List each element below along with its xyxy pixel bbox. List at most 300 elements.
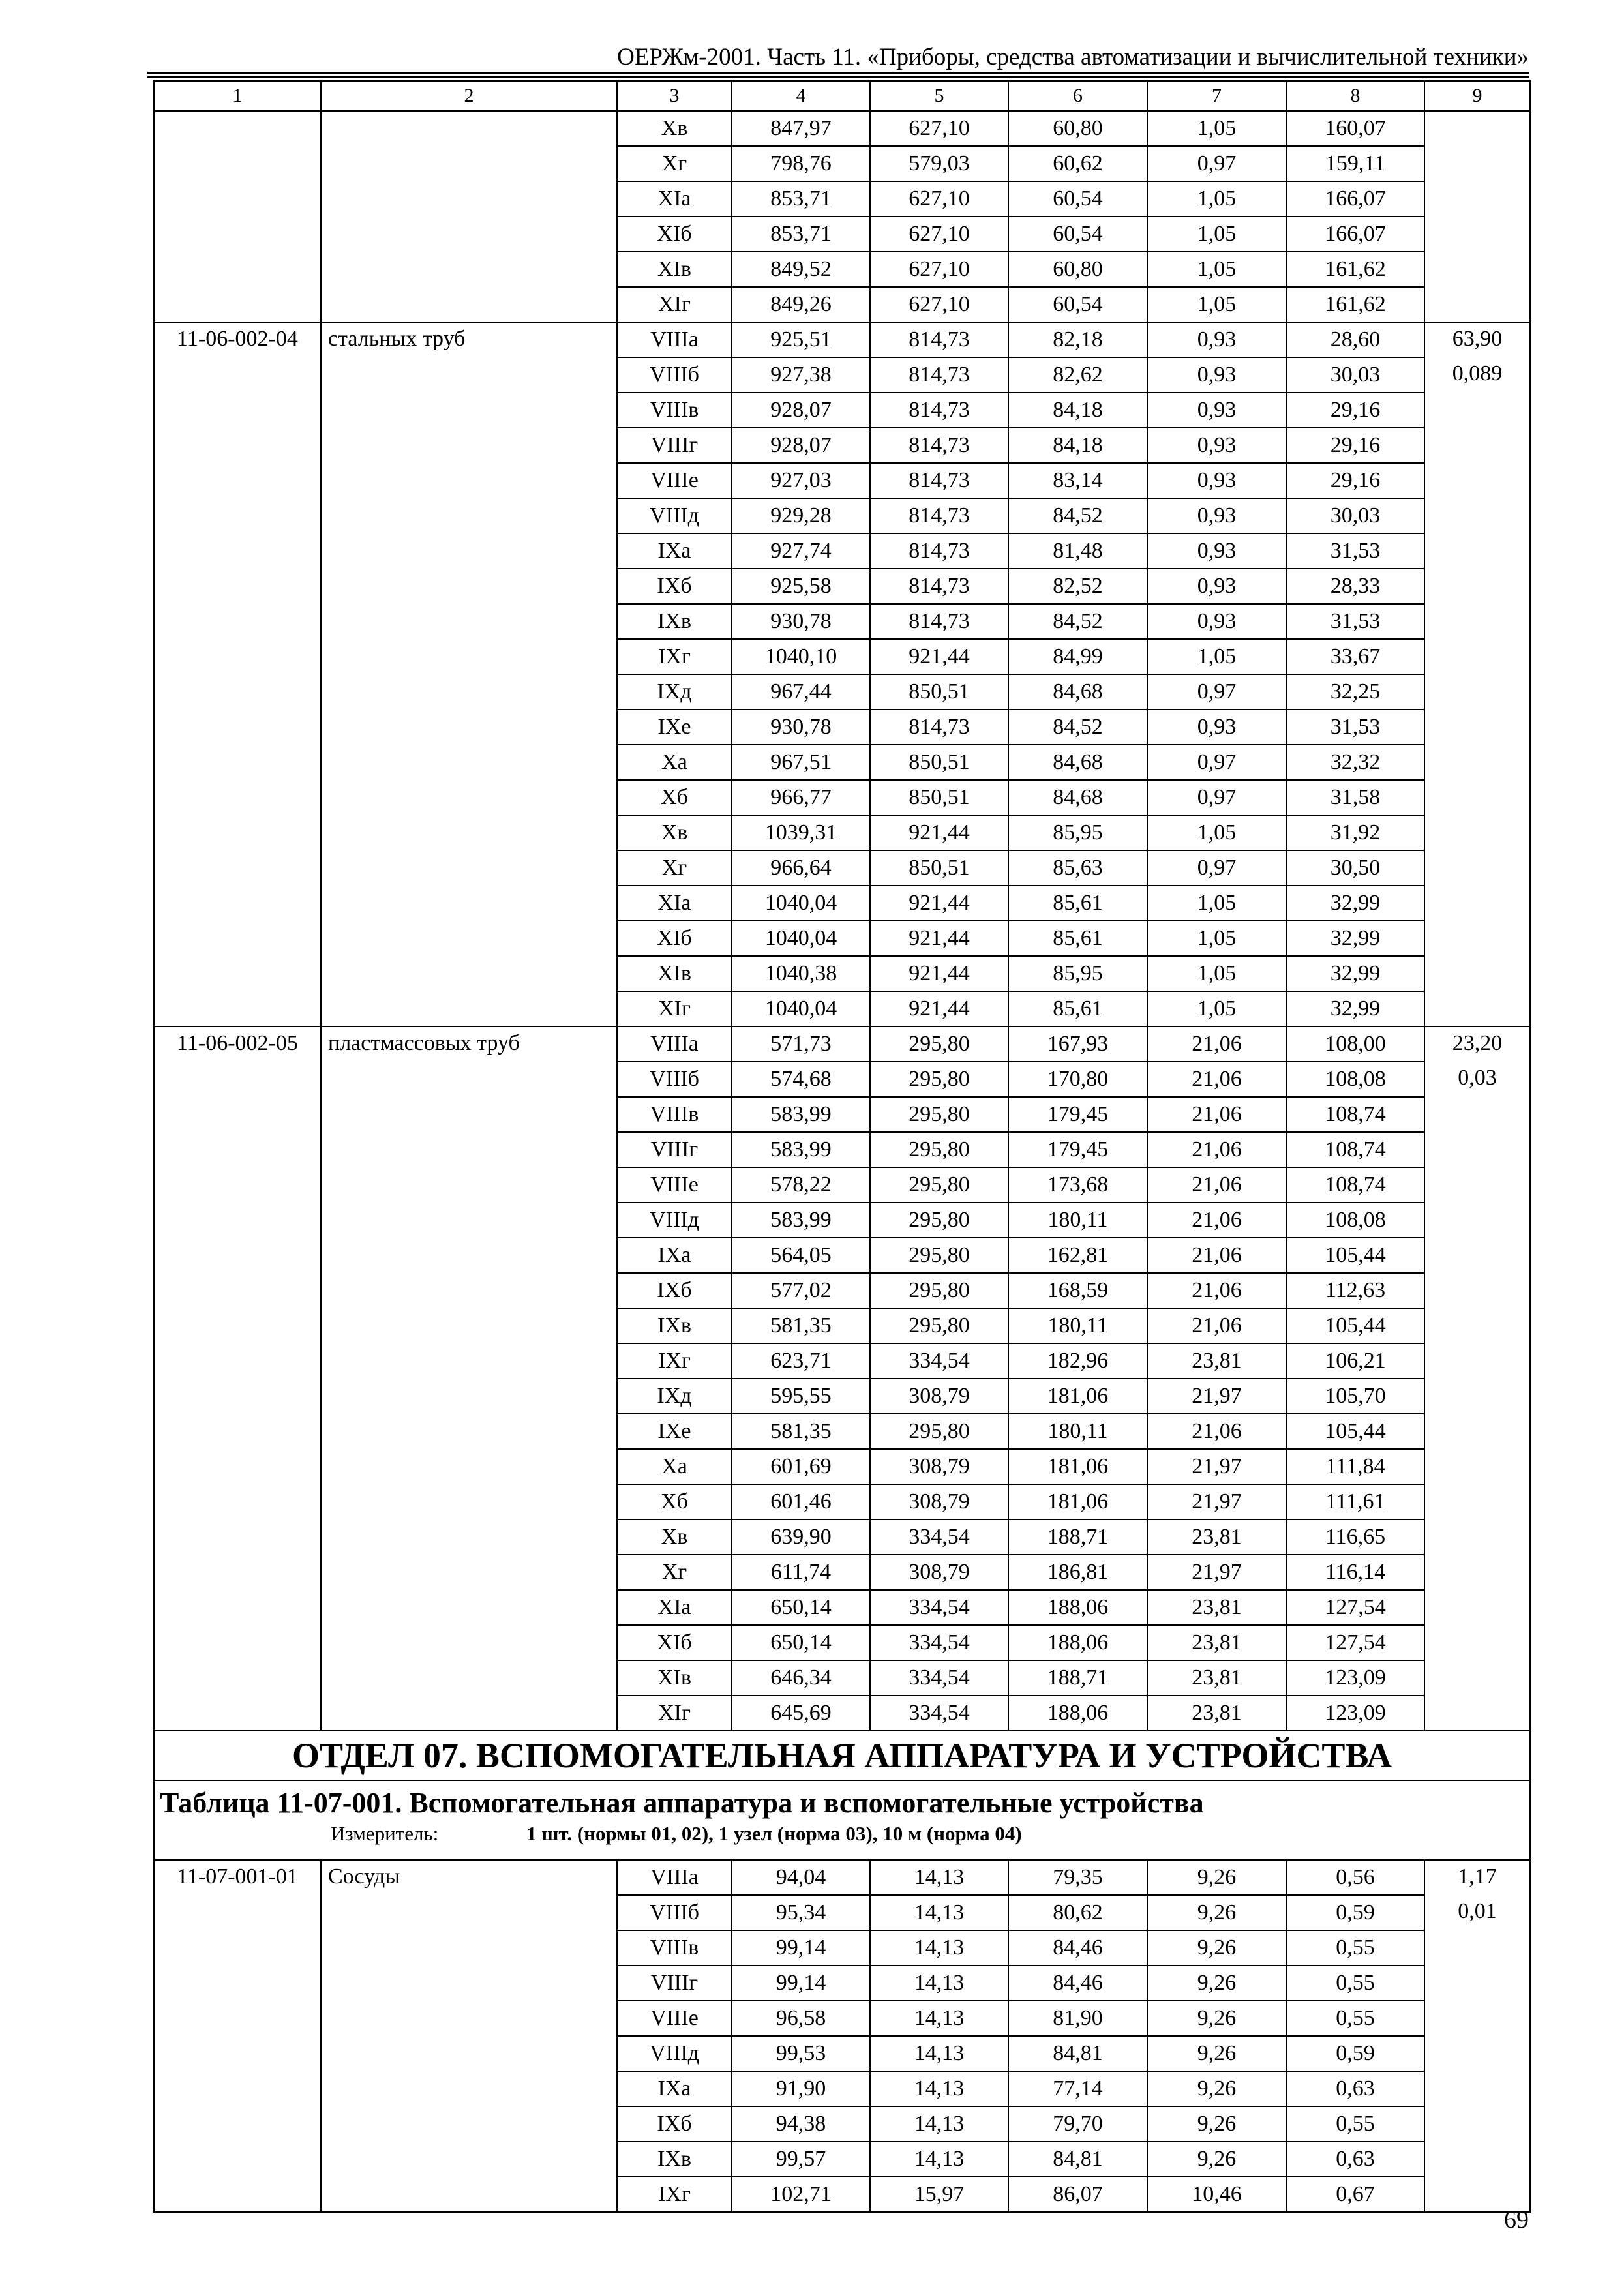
- value-cell: 1,05: [1147, 639, 1286, 674]
- value-cell: 798,76: [732, 146, 870, 181]
- rate-code: [154, 1062, 321, 1097]
- value-cell: 623,71: [732, 1343, 870, 1379]
- rate-name: [321, 569, 617, 604]
- value-cell: 967,44: [732, 674, 870, 710]
- value-cell: 1039,31: [732, 815, 870, 850]
- header-rule: [147, 72, 1529, 74]
- value-cell: 105,70: [1286, 1379, 1424, 1414]
- value-cell: 0,97: [1147, 850, 1286, 886]
- value-cell: 334,54: [870, 1696, 1008, 1731]
- value-cell: 127,54: [1286, 1625, 1424, 1660]
- rate-code: [154, 2106, 321, 2142]
- value-cell: 928,07: [732, 428, 870, 463]
- rate-code: [154, 1966, 321, 2001]
- table-row: [154, 1590, 1530, 1625]
- rate-name: [321, 1660, 617, 1696]
- rate-name: [321, 1966, 617, 2001]
- table-row: [154, 217, 1530, 252]
- value-cell: 627,10: [870, 287, 1008, 322]
- value-cell: 627,10: [870, 181, 1008, 217]
- rate-code: [154, 674, 321, 710]
- rate-name: [321, 1484, 617, 1519]
- value-cell: 0,63: [1286, 2071, 1424, 2106]
- value-cell: 0,67: [1286, 2177, 1424, 2212]
- rate-code: [154, 921, 321, 956]
- value-cell: 9,26: [1147, 2106, 1286, 2142]
- value-cell: 295,80: [870, 1132, 1008, 1167]
- value-cell: 60,80: [1008, 111, 1147, 146]
- value-cell: 921,44: [870, 921, 1008, 956]
- extra-value: [1424, 1097, 1530, 1132]
- rate-name: [321, 181, 617, 217]
- value-cell: 85,61: [1008, 991, 1147, 1026]
- value-cell: 574,68: [732, 1062, 870, 1097]
- value-cell: 849,26: [732, 287, 870, 322]
- value-cell: 925,51: [732, 322, 870, 357]
- table-row: [154, 815, 1530, 850]
- column-number: 4: [732, 81, 870, 111]
- zone-cell: IХа: [617, 533, 732, 569]
- rate-code: [154, 252, 321, 287]
- zone-cell: VIIIб: [617, 1895, 732, 1930]
- zone-cell: VIIIг: [617, 428, 732, 463]
- rate-name: [321, 1414, 617, 1449]
- value-cell: 1,05: [1147, 181, 1286, 217]
- table-row: [154, 1414, 1530, 1449]
- zone-cell: VIIIе: [617, 463, 732, 498]
- rate-name: [321, 1555, 617, 1590]
- table-row: [154, 1966, 1530, 2001]
- value-cell: 295,80: [870, 1167, 1008, 1203]
- value-cell: 21,06: [1147, 1273, 1286, 1308]
- value-cell: 650,14: [732, 1625, 870, 1660]
- value-cell: 29,16: [1286, 428, 1424, 463]
- value-cell: 1040,04: [732, 886, 870, 921]
- value-cell: 182,96: [1008, 1343, 1147, 1379]
- value-cell: 611,74: [732, 1555, 870, 1590]
- table-row: [154, 569, 1530, 604]
- table-row: [154, 991, 1530, 1026]
- zone-cell: VIIIд: [617, 2036, 732, 2071]
- value-cell: 814,73: [870, 710, 1008, 745]
- value-cell: 79,70: [1008, 2106, 1147, 2142]
- value-cell: 9,26: [1147, 1930, 1286, 1966]
- extra-value: [1424, 1660, 1530, 1696]
- value-cell: 9,26: [1147, 1895, 1286, 1930]
- value-cell: 601,69: [732, 1449, 870, 1484]
- extra-value: [1424, 1449, 1530, 1484]
- value-cell: 646,34: [732, 1660, 870, 1696]
- extra-value: [1424, 2036, 1530, 2071]
- table-row: [154, 1132, 1530, 1167]
- rate-code: [154, 886, 321, 921]
- extra-value: [1424, 886, 1530, 921]
- extra-value: [1424, 498, 1530, 533]
- rate-name: [321, 428, 617, 463]
- table-row: [154, 1026, 1530, 1062]
- value-cell: 0,63: [1286, 2142, 1424, 2177]
- value-cell: 94,04: [732, 1860, 870, 1895]
- value-cell: 94,38: [732, 2106, 870, 2142]
- rate-code: [154, 428, 321, 463]
- extra-value: [1424, 1555, 1530, 1590]
- value-cell: 921,44: [870, 991, 1008, 1026]
- rate-name: [321, 780, 617, 815]
- value-cell: 83,14: [1008, 463, 1147, 498]
- extra-value: [1424, 1167, 1530, 1203]
- value-cell: 106,21: [1286, 1343, 1424, 1379]
- rate-code: 11-06-002-04: [154, 322, 321, 357]
- value-cell: 23,81: [1147, 1519, 1286, 1555]
- value-cell: 84,99: [1008, 639, 1147, 674]
- rate-name: [321, 146, 617, 181]
- zone-cell: IХб: [617, 569, 732, 604]
- rate-code: [154, 1696, 321, 1731]
- zone-cell: IХд: [617, 674, 732, 710]
- value-cell: 334,54: [870, 1590, 1008, 1625]
- zone-cell: ХIб: [617, 217, 732, 252]
- rate-code: [154, 1414, 321, 1449]
- table-row: [154, 2106, 1530, 2142]
- rate-name: [321, 1625, 617, 1660]
- value-cell: 595,55: [732, 1379, 870, 1414]
- rate-name: [321, 2106, 617, 2142]
- rate-code: [154, 850, 321, 886]
- zone-cell: VIIIа: [617, 1026, 732, 1062]
- value-cell: 14,13: [870, 2071, 1008, 2106]
- extra-value: [1424, 1238, 1530, 1273]
- value-cell: 9,26: [1147, 2071, 1286, 2106]
- value-cell: 295,80: [870, 1097, 1008, 1132]
- value-cell: 84,46: [1008, 1930, 1147, 1966]
- rate-name: [321, 2071, 617, 2106]
- value-cell: 927,38: [732, 357, 870, 393]
- value-cell: 21,06: [1147, 1203, 1286, 1238]
- value-cell: 14,13: [870, 1966, 1008, 2001]
- extra-value: [1424, 287, 1530, 322]
- rate-name: [321, 921, 617, 956]
- value-cell: 1,05: [1147, 991, 1286, 1026]
- value-cell: 84,68: [1008, 674, 1147, 710]
- rate-name: [321, 1238, 617, 1273]
- rate-code: 11-07-001-01: [154, 1860, 321, 1895]
- table-row: [154, 745, 1530, 780]
- value-cell: 31,53: [1286, 533, 1424, 569]
- rate-name: Сосуды: [321, 1860, 617, 1895]
- value-cell: 32,99: [1286, 991, 1424, 1026]
- measure-line: [160, 1821, 1524, 1846]
- value-cell: 21,06: [1147, 1238, 1286, 1273]
- value-cell: 295,80: [870, 1414, 1008, 1449]
- rate-code: [154, 287, 321, 322]
- value-cell: 921,44: [870, 886, 1008, 921]
- rate-code: [154, 745, 321, 780]
- rate-name: [321, 1895, 617, 1930]
- section-row: [154, 1731, 1530, 1780]
- value-cell: 0,93: [1147, 357, 1286, 393]
- zone-cell: Ха: [617, 1449, 732, 1484]
- value-cell: 30,03: [1286, 357, 1424, 393]
- extra-value: 63,90: [1424, 322, 1530, 357]
- value-cell: 108,08: [1286, 1062, 1424, 1097]
- rate-code: [154, 1167, 321, 1203]
- value-cell: 853,71: [732, 181, 870, 217]
- value-cell: 0,93: [1147, 569, 1286, 604]
- value-cell: 23,81: [1147, 1696, 1286, 1731]
- value-cell: 295,80: [870, 1273, 1008, 1308]
- extra-value: [1424, 1414, 1530, 1449]
- rate-name: пластмассовых труб: [321, 1026, 617, 1062]
- rate-code: [154, 393, 321, 428]
- table-row: [154, 287, 1530, 322]
- extra-value: [1424, 1625, 1530, 1660]
- zone-cell: Хв: [617, 815, 732, 850]
- value-cell: 0,93: [1147, 710, 1286, 745]
- value-cell: 29,16: [1286, 393, 1424, 428]
- value-cell: 0,55: [1286, 2106, 1424, 2142]
- value-cell: 15,97: [870, 2177, 1008, 2212]
- value-cell: 84,52: [1008, 498, 1147, 533]
- rate-name: стальных труб: [321, 322, 617, 357]
- value-cell: 33,67: [1286, 639, 1424, 674]
- value-cell: 99,14: [732, 1930, 870, 1966]
- rate-name: [321, 2142, 617, 2177]
- rate-code: [154, 1484, 321, 1519]
- value-cell: 0,55: [1286, 1966, 1424, 2001]
- value-cell: 85,61: [1008, 886, 1147, 921]
- value-cell: 123,09: [1286, 1696, 1424, 1731]
- zone-cell: IХд: [617, 1379, 732, 1414]
- value-cell: 814,73: [870, 604, 1008, 639]
- table-row: [154, 1660, 1530, 1696]
- page-number: 69: [1504, 2206, 1529, 2234]
- extra-value: [1424, 181, 1530, 217]
- table-row: [154, 1696, 1530, 1731]
- value-cell: 21,06: [1147, 1167, 1286, 1203]
- extra-value: [1424, 2142, 1530, 2177]
- zone-cell: VIIIб: [617, 1062, 732, 1097]
- value-cell: 127,54: [1286, 1590, 1424, 1625]
- value-cell: 108,08: [1286, 1203, 1424, 1238]
- extra-value: 1,17: [1424, 1860, 1530, 1895]
- table-row: [154, 2177, 1530, 2212]
- rate-name: [321, 252, 617, 287]
- rate-code: [154, 463, 321, 498]
- table-row: [154, 393, 1530, 428]
- zone-cell: ХIа: [617, 1590, 732, 1625]
- rate-name: [321, 710, 617, 745]
- value-cell: 921,44: [870, 639, 1008, 674]
- zone-cell: ХIг: [617, 991, 732, 1026]
- value-cell: 814,73: [870, 357, 1008, 393]
- value-cell: 929,28: [732, 498, 870, 533]
- value-cell: 161,62: [1286, 287, 1424, 322]
- extra-value: [1424, 1966, 1530, 2001]
- value-cell: 921,44: [870, 815, 1008, 850]
- value-cell: 180,11: [1008, 1308, 1147, 1343]
- value-cell: 85,95: [1008, 956, 1147, 991]
- page-header: ОЕРЖм-2001. Часть 11. «Приборы, средства автоматизации и вычислительной техники»: [617, 44, 1529, 70]
- value-cell: 160,07: [1286, 111, 1424, 146]
- value-cell: 583,99: [732, 1097, 870, 1132]
- value-cell: 166,07: [1286, 181, 1424, 217]
- extra-value: [1424, 604, 1530, 639]
- extra-value: [1424, 2106, 1530, 2142]
- value-cell: 581,35: [732, 1308, 870, 1343]
- extra-value: [1424, 710, 1530, 745]
- table-row: [154, 604, 1530, 639]
- rate-name: [321, 815, 617, 850]
- value-cell: 32,32: [1286, 745, 1424, 780]
- value-cell: 925,58: [732, 569, 870, 604]
- value-cell: 850,51: [870, 745, 1008, 780]
- value-cell: 173,68: [1008, 1167, 1147, 1203]
- value-cell: 814,73: [870, 533, 1008, 569]
- value-cell: 162,81: [1008, 1238, 1147, 1273]
- rate-name: [321, 111, 617, 146]
- rate-name: [321, 1097, 617, 1132]
- extra-value: [1424, 1343, 1530, 1379]
- rate-code: [154, 146, 321, 181]
- rate-name: [321, 1343, 617, 1379]
- table-row: [154, 1238, 1530, 1273]
- zone-cell: VIIIг: [617, 1966, 732, 2001]
- value-cell: 23,81: [1147, 1590, 1286, 1625]
- value-cell: 1,05: [1147, 921, 1286, 956]
- value-cell: 0,93: [1147, 533, 1286, 569]
- extra-value: 23,20: [1424, 1026, 1530, 1062]
- value-cell: 60,80: [1008, 252, 1147, 287]
- rate-name: [321, 991, 617, 1026]
- rate-code: [154, 1895, 321, 1930]
- rate-name: [321, 393, 617, 428]
- extra-value: [1424, 533, 1530, 569]
- value-cell: 650,14: [732, 1590, 870, 1625]
- rate-code: [154, 1930, 321, 1966]
- value-cell: 166,07: [1286, 217, 1424, 252]
- value-cell: 21,97: [1147, 1555, 1286, 1590]
- value-cell: 853,71: [732, 217, 870, 252]
- value-cell: 10,46: [1147, 2177, 1286, 2212]
- extra-value: 0,03: [1424, 1062, 1530, 1097]
- value-cell: 14,13: [870, 1930, 1008, 1966]
- zone-cell: VIIIд: [617, 1203, 732, 1238]
- rate-name: [321, 745, 617, 780]
- rate-code: [154, 1203, 321, 1238]
- extra-value: [1424, 1273, 1530, 1308]
- value-cell: 84,81: [1008, 2036, 1147, 2071]
- value-cell: 0,56: [1286, 1860, 1424, 1895]
- zone-cell: IХе: [617, 710, 732, 745]
- extra-value: [1424, 146, 1530, 181]
- value-cell: 188,71: [1008, 1519, 1147, 1555]
- extra-value: [1424, 991, 1530, 1026]
- extra-value: [1424, 2001, 1530, 2036]
- column-number: 6: [1008, 81, 1147, 111]
- value-cell: 1040,10: [732, 639, 870, 674]
- value-cell: 1040,04: [732, 921, 870, 956]
- value-cell: 308,79: [870, 1484, 1008, 1519]
- rate-code: [154, 1343, 321, 1379]
- extra-value: [1424, 1379, 1530, 1414]
- value-cell: 32,99: [1286, 921, 1424, 956]
- value-cell: 0,93: [1147, 428, 1286, 463]
- zone-cell: IХб: [617, 1273, 732, 1308]
- value-cell: 14,13: [870, 2036, 1008, 2071]
- table-row: [154, 780, 1530, 815]
- value-cell: 21,06: [1147, 1308, 1286, 1343]
- value-cell: 9,26: [1147, 1966, 1286, 2001]
- value-cell: 99,14: [732, 1966, 870, 2001]
- value-cell: 0,97: [1147, 146, 1286, 181]
- rate-code: [154, 1519, 321, 1555]
- value-cell: 577,02: [732, 1273, 870, 1308]
- table-title: Таблица 11-07-001. Вспомогательная аппаратура и вспомогательные устройства: [160, 1787, 1204, 1819]
- zone-cell: ХIв: [617, 956, 732, 991]
- table-row: [154, 498, 1530, 533]
- value-cell: 84,46: [1008, 1966, 1147, 2001]
- extra-value: [1424, 956, 1530, 991]
- value-cell: 930,78: [732, 604, 870, 639]
- rate-name: [321, 357, 617, 393]
- value-cell: 0,93: [1147, 498, 1286, 533]
- table-row: [154, 921, 1530, 956]
- value-cell: 850,51: [870, 780, 1008, 815]
- value-cell: 21,06: [1147, 1062, 1286, 1097]
- value-cell: 308,79: [870, 1555, 1008, 1590]
- rate-name: [321, 1590, 617, 1625]
- value-cell: 84,18: [1008, 428, 1147, 463]
- value-cell: 60,62: [1008, 146, 1147, 181]
- zone-cell: ХIб: [617, 1625, 732, 1660]
- value-cell: 295,80: [870, 1062, 1008, 1097]
- value-cell: 116,65: [1286, 1519, 1424, 1555]
- value-cell: 82,62: [1008, 357, 1147, 393]
- extra-value: [1424, 1696, 1530, 1731]
- table-row: [154, 639, 1530, 674]
- column-number: 5: [870, 81, 1008, 111]
- zone-cell: VIIIв: [617, 393, 732, 428]
- extra-value: [1424, 569, 1530, 604]
- value-cell: 0,97: [1147, 745, 1286, 780]
- value-cell: 108,74: [1286, 1097, 1424, 1132]
- table-row: [154, 2142, 1530, 2177]
- extra-value: [1424, 1590, 1530, 1625]
- value-cell: 295,80: [870, 1026, 1008, 1062]
- zone-cell: ХIб: [617, 921, 732, 956]
- table-row: [154, 1895, 1530, 1930]
- table-row: [154, 2036, 1530, 2071]
- rate-name: [321, 956, 617, 991]
- rate-code: [154, 639, 321, 674]
- value-cell: 295,80: [870, 1238, 1008, 1273]
- rate-code: [154, 569, 321, 604]
- value-cell: 334,54: [870, 1343, 1008, 1379]
- rate-name: [321, 2036, 617, 2071]
- value-cell: 14,13: [870, 2106, 1008, 2142]
- value-cell: 167,93: [1008, 1026, 1147, 1062]
- value-cell: 927,74: [732, 533, 870, 569]
- value-cell: 1040,04: [732, 991, 870, 1026]
- table-row: [154, 111, 1530, 146]
- value-cell: 930,78: [732, 710, 870, 745]
- value-cell: 181,06: [1008, 1484, 1147, 1519]
- value-cell: 23,81: [1147, 1660, 1286, 1696]
- zone-cell: VIIIг: [617, 1132, 732, 1167]
- value-cell: 79,35: [1008, 1860, 1147, 1895]
- value-cell: 1,05: [1147, 886, 1286, 921]
- value-cell: 96,58: [732, 2001, 870, 2036]
